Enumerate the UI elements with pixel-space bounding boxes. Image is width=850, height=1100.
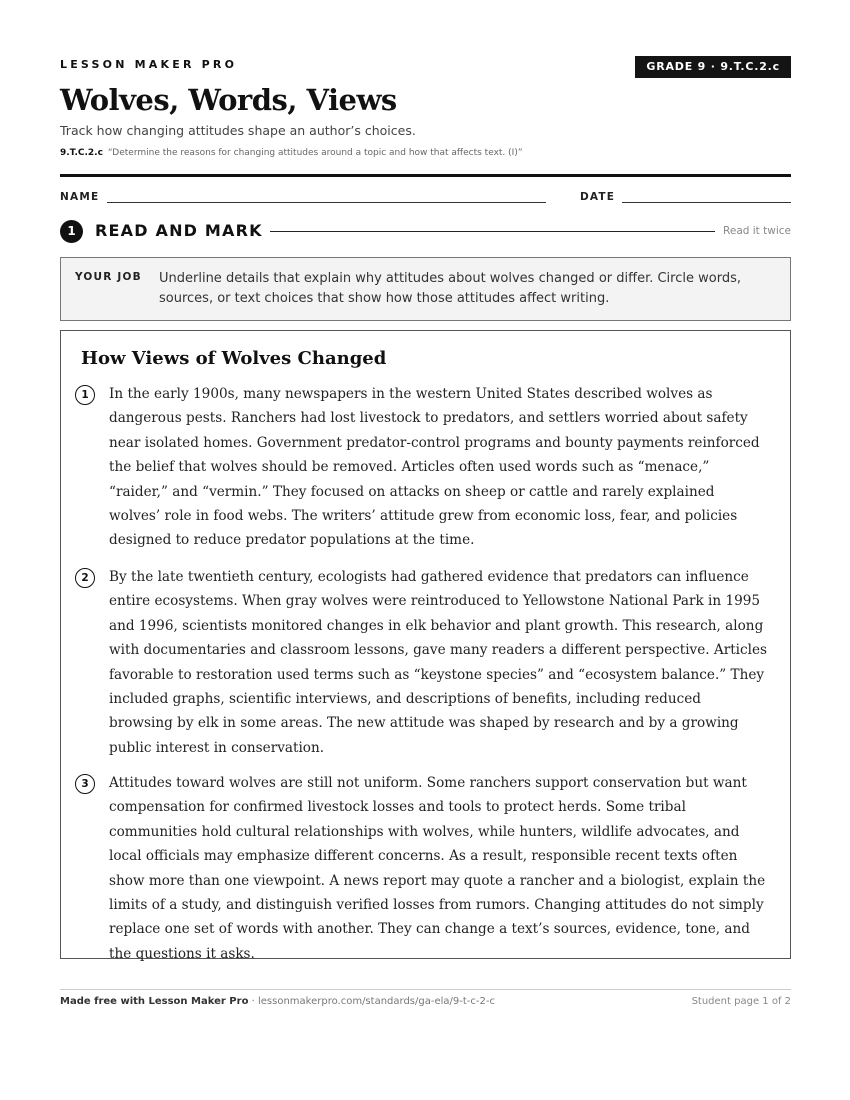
grade-badge: GRADE 9 · 9.T.C.2.c — [635, 56, 791, 78]
worksheet-subtitle: Track how changing attitudes shape an author’s choices. — [60, 123, 416, 138]
brand-name: LESSON MAKER PRO — [60, 58, 238, 71]
top-bar — [60, 56, 791, 78]
date-field[interactable] — [622, 202, 791, 203]
section-header — [60, 220, 791, 244]
standard-text: “Determine the reasons for changing attitudes around a topic and how that affects text. (I)” — [107, 148, 523, 158]
footer-url[interactable]: · lessonmakerpro.com/standards/ga-ela/9-t-c-2-c — [248, 996, 495, 1007]
job-box — [60, 257, 791, 321]
section-rule — [270, 231, 715, 232]
paragraph-text: Attitudes toward wolves are still not uniform. Some ranchers support conservation but want compensation for confirmed livestock losses and tools to protect herds. Some tribal communities hold cultural relationships with wolves, while hunters, wildlife advocates, and local officials may emphasize different concerns. As a result, responsible recent texts often show more than one viewpoint. A news report may quote a rancher and a biologist, explain the limits of a study, and distinguish verified losses from rumors. Changing attitudes do not simply replace one set of words with another. They can change a text’s sources, evidence, tone, and the questions it asks. — [109, 775, 766, 962]
name-field[interactable] — [107, 202, 546, 203]
paragraph-text: In the early 1900s, many newspapers in the western United States described wolves as dangerous pests. Ranchers had lost livestock to predators, and settlers worried about safety near isolated homes. Government predator-control programs and bounty payments reinforced the belief that wolves should be removed. Articles often used words such as “menace,” “raider,” and “vermin.” They focused on attacks on sheep or cattle and rarely explained wolves’ role in food webs. The writers’ attitude grew from economic loss, fear, and policies designed to reduce predator populations at the time. — [109, 386, 760, 549]
paragraph-number: 2 — [75, 568, 95, 588]
header-divider — [60, 174, 791, 177]
standard-code: 9.T.C.2.c — [60, 148, 103, 158]
job-text: Underline details that explain why attitudes about wolves changed or differ. Circle words, sources, or text choices that show how those attitudes affect writing. — [159, 271, 741, 306]
standard-reference — [60, 148, 523, 158]
section-hint: Read it twice — [723, 225, 791, 237]
footer-divider — [60, 989, 791, 990]
paragraph-number: 1 — [75, 385, 95, 405]
name-date-row — [60, 190, 791, 206]
passage-title: How Views of Wolves Changed — [81, 348, 387, 369]
section-number: 1 — [60, 220, 83, 243]
paragraph-number: 3 — [75, 774, 95, 794]
footer-made-with: Made free with Lesson Maker Pro — [60, 996, 249, 1007]
job-label: YOUR JOB — [75, 271, 142, 283]
section-title: READ AND MARK — [95, 221, 263, 240]
page-indicator: Student page 1 of 2 — [691, 996, 791, 1007]
paragraph-text: By the late twentieth century, ecologists had gathered evidence that predators can influence entire ecosystems. When gray wolves were reintroduced to Yellowstone National Park in 1995 and 1996, scientists monitored changes in elk behavior and plant growth. This research, along with documentaries and classroom lessons, gave many readers a different perspective. Articles favorable to restoration used terms such as “keystone species” and “ecosystem balance.” They included graphs, scientific interviews, and descriptions of benefits, including reduced browsing by elk in some areas. The new attitude was shaped by research and by a growing public interest in conservation. — [109, 569, 768, 756]
date-label: DATE — [580, 191, 616, 203]
footer-credit — [60, 996, 495, 1007]
reading-passage — [60, 330, 791, 962]
name-label: NAME — [60, 191, 100, 203]
worksheet-title: Wolves, Words, Views — [60, 83, 397, 117]
worksheet-page — [60, 0, 791, 1100]
